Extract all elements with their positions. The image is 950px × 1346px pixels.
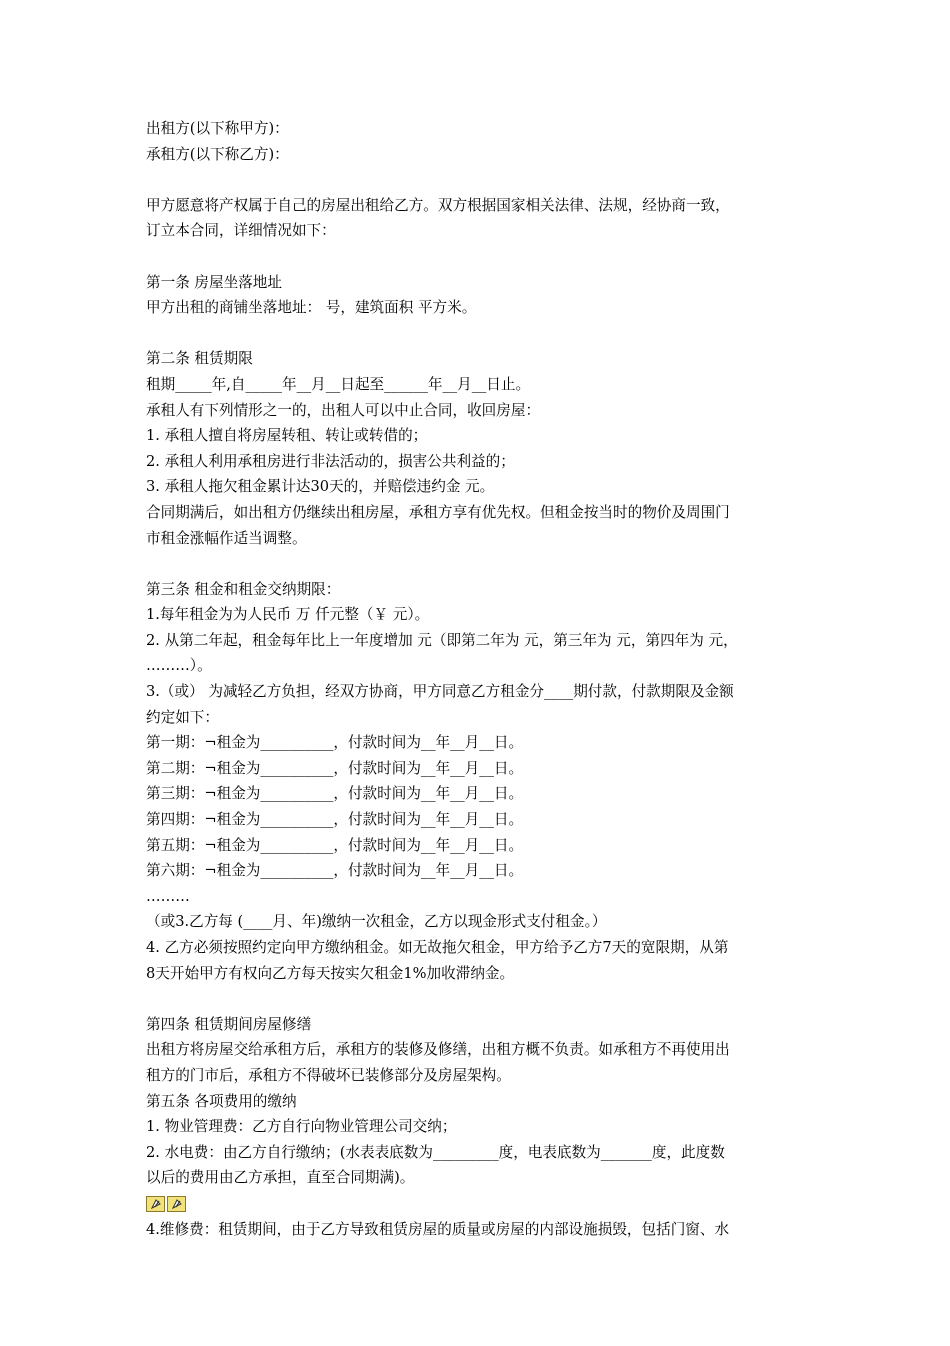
paragraph-line: 甲方愿意将产权属于自己的房屋出租给乙方。双方根据国家相关法律、法规，经协商一致，: [146, 196, 730, 214]
paragraph-line: 第五期：¬租金为__________，付款时间为__年__月__日。: [146, 836, 524, 854]
paragraph-line: 第三条 租金和租金交纳期限：: [146, 580, 341, 598]
embedded-object-row: [146, 1191, 816, 1217]
paragraph-line: 2. 水电费：由乙方自行缴纳；(水表表底数为_________度，电表底数为_______度，此度数: [146, 1143, 725, 1161]
paragraph-line: 订立本合同，详细情况如下：: [146, 222, 336, 240]
contract-document: [146, 116, 816, 1242]
paragraph-line: 4. 乙方必须按照约定向甲方缴纳租金。如无故拖欠租金，甲方给予乙方7天的宽限期，从第: [146, 939, 729, 956]
paragraph-line: 第四条 租赁期间房屋修缮: [146, 1015, 312, 1033]
blank-line: [146, 321, 816, 347]
paragraph-line: 第三期：¬租金为__________，付款时间为__年__月__日。: [146, 785, 524, 803]
ole-object-icon[interactable]: [167, 1196, 186, 1212]
paragraph-line: 承租人有下列情形之一的，出租人可以中止合同，收回房屋：: [146, 401, 541, 419]
paragraph-line: 第五条 各项费用的缴纳: [146, 1092, 297, 1110]
paragraph-line: ………: [146, 887, 190, 905]
paragraph-line: 3.（或） 为减轻乙方负担，经双方协商，甲方同意乙方租金分____期付款，付款期限及金额: [146, 683, 734, 701]
paragraph-line: 第一条 房屋坐落地址: [146, 273, 282, 291]
paragraph-line: 出租方(以下称甲方)：: [146, 120, 289, 137]
paragraph-line: 第一期：¬租金为__________，付款时间为__年__月__日。: [146, 734, 524, 752]
document-body: [146, 116, 816, 1191]
paragraph-line: 4.维修费：租赁期间，由于乙方导致租赁房屋的质量或房屋的内部设施损毁，包括门窗、水: [146, 1220, 730, 1238]
paragraph-line: 约定如下：: [146, 708, 219, 726]
blank-line: [146, 167, 816, 193]
paragraph-line: 租方的门市后，承租方不得破坏已装修部分及房屋架构。: [146, 1066, 511, 1084]
paragraph-line: 市租金涨幅作适当调整。: [146, 529, 307, 547]
paragraph-line: 第二条 租赁期限: [146, 350, 253, 368]
paragraph-line: 第二期：¬租金为__________，付款时间为__年__月__日。: [146, 759, 524, 777]
ole-object-icon[interactable]: [146, 1196, 165, 1212]
paragraph-line: 甲方出租的商铺坐落地址： 号，建筑面积 平方米。: [146, 299, 477, 317]
paragraph-line: 承租方(以下称乙方)：: [146, 145, 289, 163]
paragraph-line: 以后的费用由乙方承担，直至合同期满)。: [146, 1169, 415, 1187]
blank-line: [146, 244, 816, 270]
paragraph-line: 1. 承租人擅自将房屋转租、转让或转借的；: [146, 427, 428, 445]
paragraph-line: 第四期：¬租金为__________，付款时间为__年__月__日。: [146, 811, 524, 829]
blank-line: [146, 986, 816, 1012]
paragraph-line: 合同期满后，如出租方仍继续出租房屋，承租方享有优先权。但租金按当时的物价及周围门: [146, 503, 730, 521]
paragraph-line: ………）。: [146, 657, 212, 675]
paragraph-line: 1.每年租金为为人民币 万 仟元整（￥ 元）。: [146, 606, 430, 624]
paragraph-line: 租期_____年,自_____年__月__日起至______年__月__日止。: [146, 375, 531, 393]
paragraph-line: 1. 物业管理费：乙方自行向物业管理公司交纳；: [146, 1118, 457, 1136]
paragraph-line: 3. 承租人拖欠租金累计达30天的，并赔偿违约金 元。: [146, 478, 495, 496]
paragraph-line: 2. 承租人利用承租房进行非法活动的，损害公共利益的；: [146, 452, 515, 470]
paragraph-line: 出租方将房屋交给承租方后，承租方的装修及修缮，出租方概不负责。如承租方不再使用出: [146, 1041, 730, 1059]
paragraph-line: 8天开始甲方有权向乙方每天按实欠租金1%加收滞纳金。: [146, 964, 515, 982]
paragraph-line: 2. 从第二年起，租金每年比上一年度增加 元（即第二年为 元，第三年为 元，第四年为 元，: [146, 631, 738, 649]
blank-line: [146, 551, 816, 577]
paragraph-line: （或3.乙方每 (____月、年)缴纳一次租金，乙方以现金形式支付租金。）: [146, 913, 607, 931]
paragraph-line: 第六期：¬租金为__________，付款时间为__年__月__日。: [146, 862, 524, 880]
